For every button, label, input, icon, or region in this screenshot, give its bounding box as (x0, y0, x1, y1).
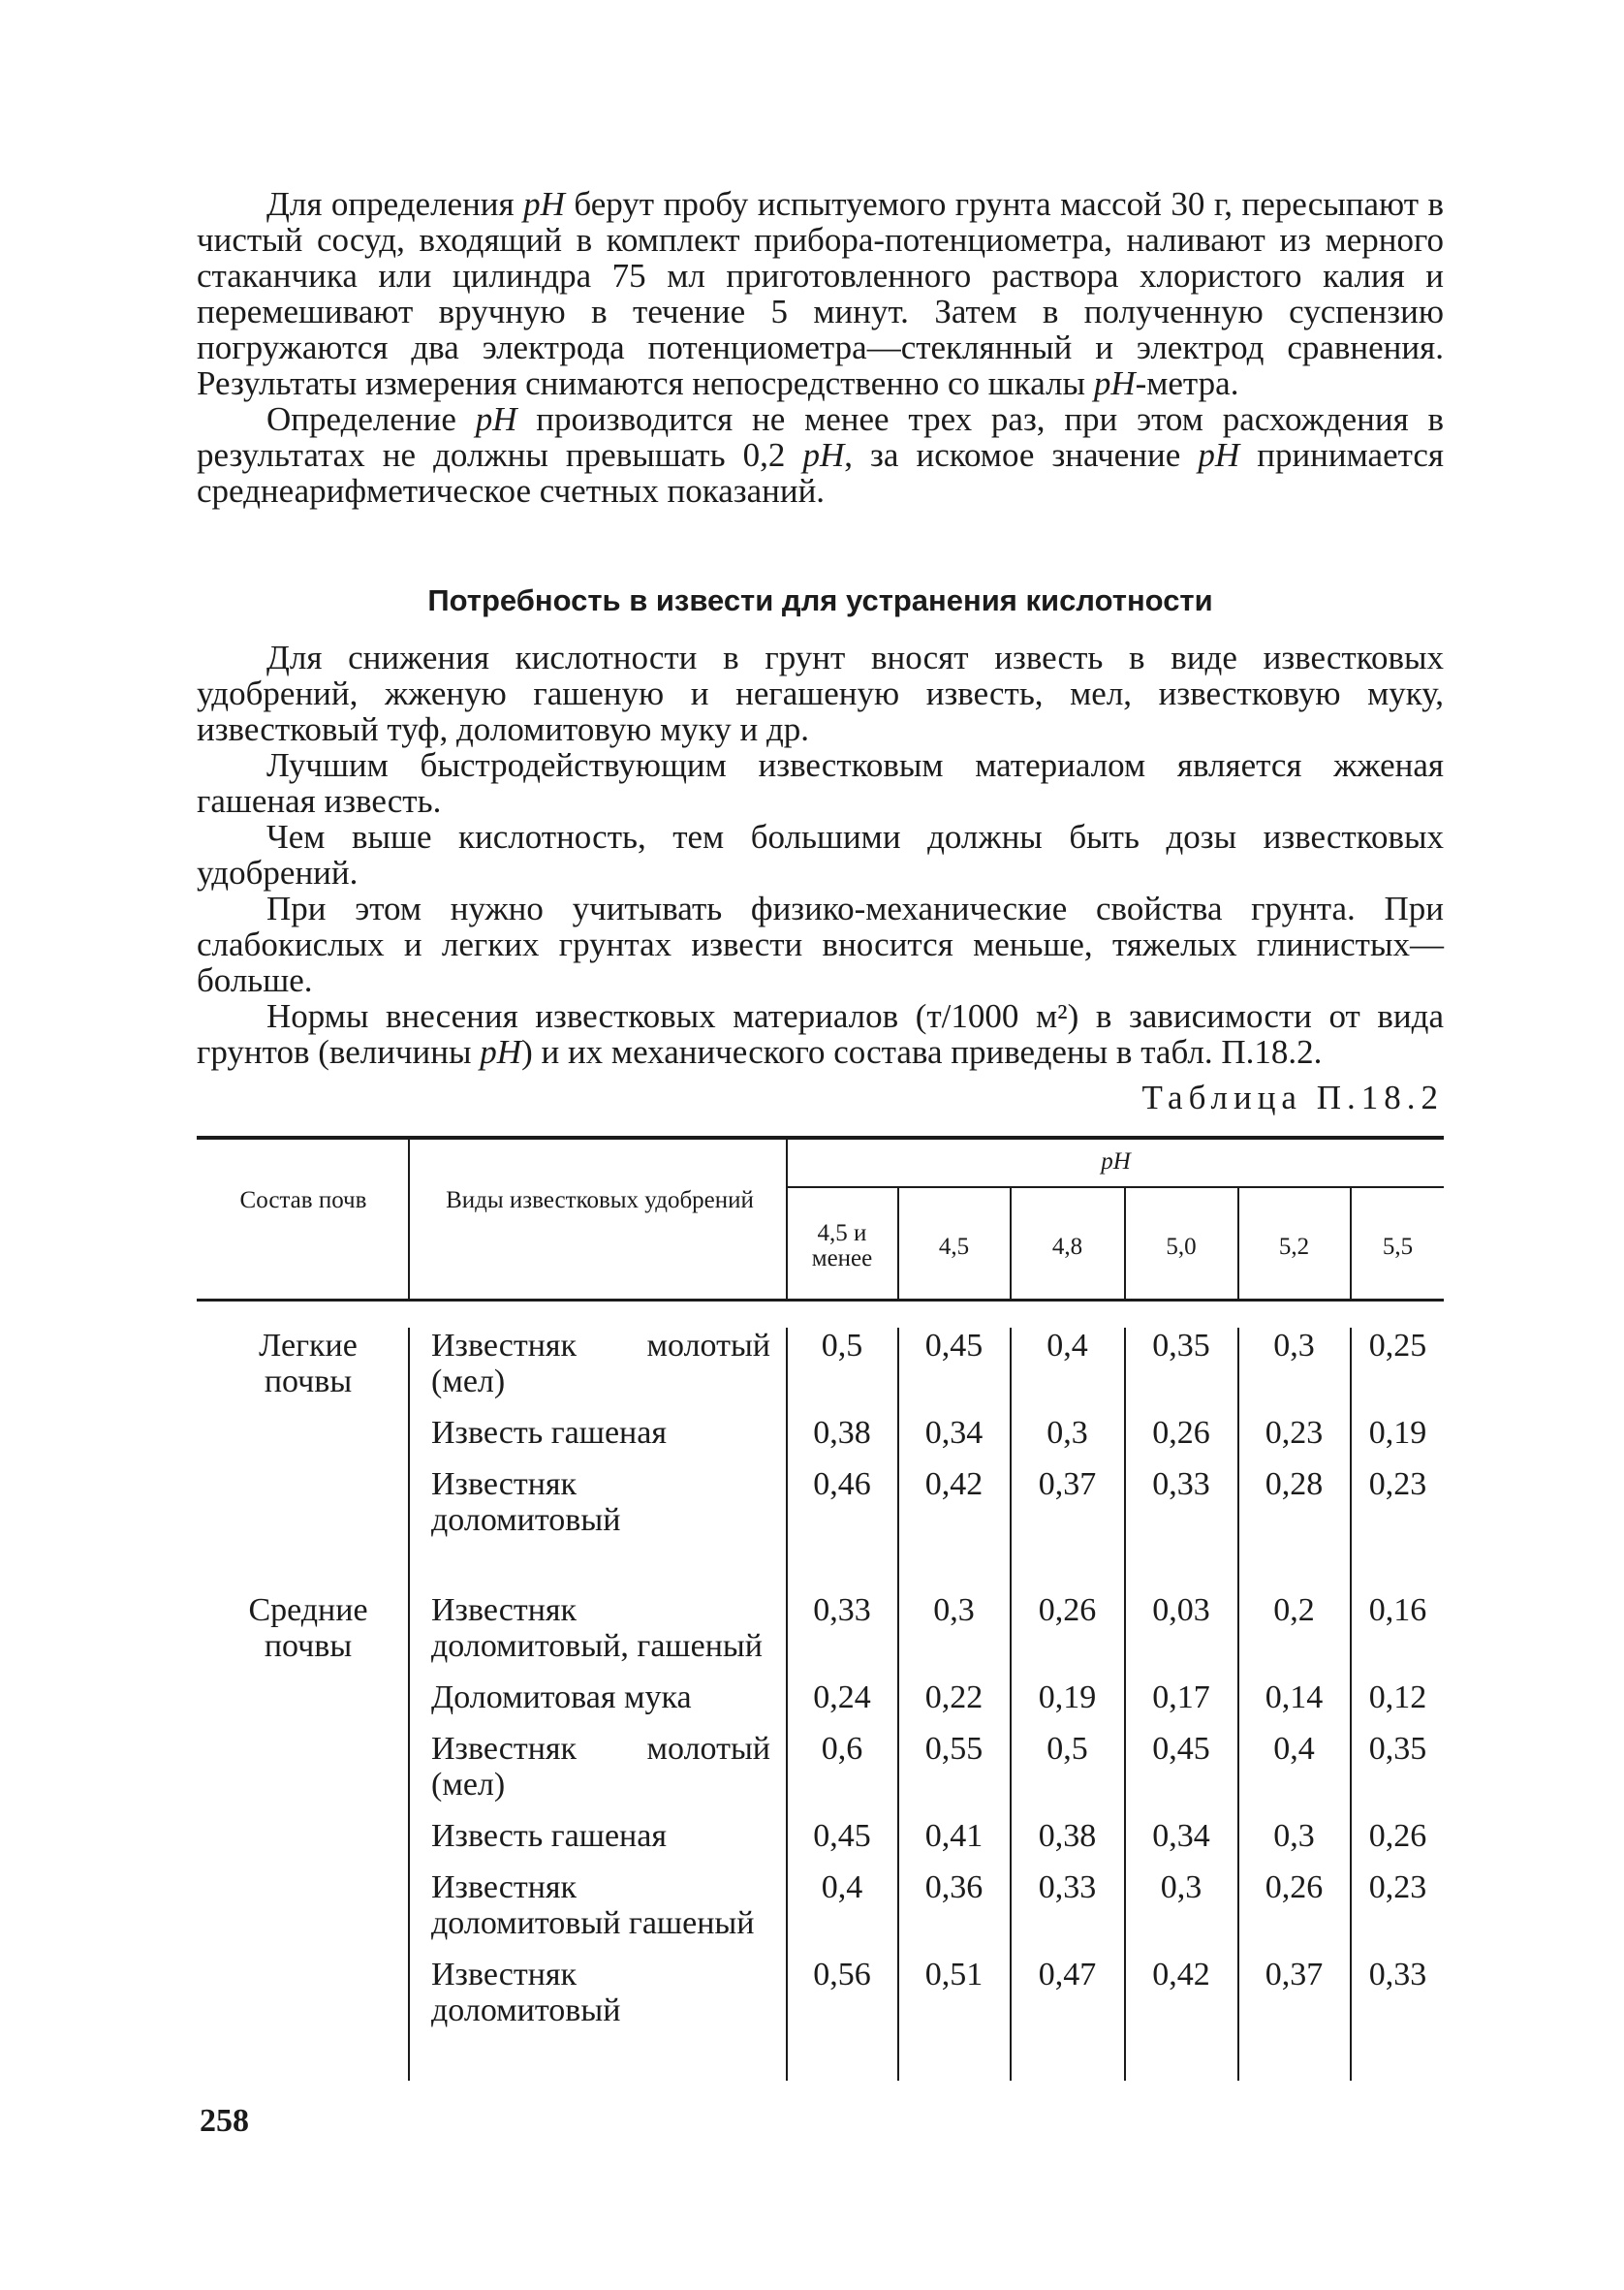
paragraph: Лучшим быстродействующим известковым материалом является жженая гашеная известь. (197, 746, 1444, 820)
value-cell: 0,5 (1046, 1731, 1088, 1767)
value-cell: 0,46 (813, 1466, 871, 1502)
value-cell: 0,36 (924, 1869, 984, 1905)
value-cell: 0,17 (1152, 1679, 1210, 1715)
value-cell: 0,26 (1265, 1869, 1324, 1905)
value-cell: 0,16 (1368, 1592, 1427, 1628)
value-cell: 0,5 (821, 1328, 863, 1364)
ph-symbol: pH (1198, 436, 1240, 474)
value-cell: 0,24 (813, 1679, 871, 1715)
value-cell: 0,56 (813, 1957, 871, 1992)
intro-text (197, 186, 1444, 509)
value-cell: 0,3 (1160, 1869, 1202, 1905)
value-cell: 0,51 (924, 1957, 984, 1992)
value-cell: 0,14 (1265, 1679, 1324, 1715)
fertilizer-name: Известняк молотый (мел) (431, 1731, 770, 1803)
fertilizer-name: Известь гашеная (431, 1818, 667, 1854)
header-fertilizer: Виды известковых удобрений (446, 1187, 754, 1213)
paragraph: При этом нужно учитывать физико-механические свойства грунта. При слабокислых и легких грунтах извести вносится меньше, тяжелых глинистых—больше. (197, 890, 1444, 999)
value-cell: 0,4 (821, 1869, 863, 1905)
page-number: 258 (200, 2103, 249, 2139)
header-ph-col: 4,5 (938, 1234, 970, 1260)
value-cell: 0,25 (1368, 1328, 1427, 1364)
header-soil: Состав почв (239, 1187, 367, 1213)
fertilizer-name: Известняк доломитовый (431, 1957, 621, 2028)
value-cell: 0,38 (1038, 1818, 1097, 1854)
value-cell: 0,4 (1273, 1731, 1315, 1767)
col-divider (408, 1328, 410, 2081)
fertilizer-name: Известняк доломитовый (431, 1466, 621, 1538)
value-cell: 0,42 (924, 1466, 984, 1502)
col-divider (408, 1138, 410, 1299)
value-cell: 0,6 (821, 1731, 863, 1767)
value-cell: 0,55 (924, 1731, 984, 1767)
value-cell: 0,45 (813, 1818, 871, 1854)
paragraph: Определение pH производится не менее трех раз, при этом расхождения в результатах не должны превышать 0,2 pH, за искомое значение pH принимается среднеарифметическое счетных показаний. (197, 400, 1444, 510)
ph-subheader-rule (786, 1186, 1444, 1188)
paragraph: Для определения pH берут пробу испытуемого грунта массой 30 г, пересыпают в чистый сосуд, входящий в комплект прибора-потенциометра, наливают из мерного стаканчика или цилиндра 75 мл приготовленного раствора хлористого калия и перемешивают вручную в течение 5 минут. Затем в полученную суспензию погружаются два электрода потенциометра—стеклянный и электрод сравнения. Результаты измерения снимаются непосредственно со шкалы pH-метра. (197, 185, 1445, 402)
value-cell: 0,4 (1046, 1328, 1088, 1364)
fertilizer-name: Известь гашеная (431, 1415, 667, 1451)
header-ph-col: 4,5 и менее (811, 1220, 873, 1271)
soil-group-label: Легкие почвы (259, 1328, 358, 1399)
header-ph-col: 5,5 (1382, 1234, 1414, 1260)
ph-symbol: pH (1093, 364, 1136, 402)
paragraph: Нормы внесения известковых материалов (т/1000 м²) в зависимости от вида грунтов (величины pH) и их механического состава приведены в табл. П.18.2. (197, 997, 1444, 1071)
value-cell: 0,3 (933, 1592, 975, 1628)
value-cell: 0,3 (1273, 1818, 1315, 1854)
fertilizer-name: Известняк доломитовый гашеный (431, 1869, 755, 1941)
ph-symbol: pH (480, 1033, 522, 1071)
value-cell: 0,34 (924, 1415, 984, 1451)
value-cell: 0,19 (1038, 1679, 1097, 1715)
value-cell: 0,23 (1265, 1415, 1324, 1451)
value-cell: 0,33 (1368, 1957, 1427, 1992)
value-cell: 0,38 (813, 1415, 871, 1451)
value-cell: 0,3 (1273, 1328, 1315, 1364)
value-cell: 0,2 (1273, 1592, 1315, 1628)
value-cell: 0,45 (924, 1328, 984, 1364)
value-cell: 0,19 (1368, 1415, 1427, 1451)
paragraph: Чем выше кислотность, тем большими должны быть дозы известковых удобрений. (197, 818, 1444, 892)
section-text (197, 640, 1444, 1070)
value-cell: 0,45 (1152, 1731, 1210, 1767)
value-cell: 0,26 (1368, 1818, 1427, 1854)
fertilizer-name: Известняк доломитовый, гашеный (431, 1592, 763, 1664)
header-ph: pH (1101, 1148, 1131, 1175)
value-cell: 0,22 (924, 1679, 984, 1715)
soil-group-label: Средние почвы (248, 1592, 368, 1664)
ph-symbol: pH (523, 185, 565, 223)
table-caption: Таблица П.18.2 (1141, 1079, 1444, 1116)
header-ph-col: 4,8 (1051, 1234, 1083, 1260)
value-cell: 0,41 (924, 1818, 984, 1854)
value-cell: 0,47 (1038, 1957, 1097, 1992)
value-cell: 0,35 (1152, 1328, 1210, 1364)
table-header-rule (197, 1299, 1444, 1302)
value-cell: 0,12 (1368, 1679, 1427, 1715)
value-cell: 0,23 (1368, 1466, 1427, 1502)
value-cell: 0,3 (1046, 1415, 1088, 1451)
value-cell: 0,37 (1038, 1466, 1097, 1502)
ph-symbol: pH (802, 436, 845, 474)
header-ph-col: 5,2 (1278, 1234, 1310, 1260)
value-cell: 0,42 (1152, 1957, 1210, 1992)
table-top-rule (197, 1136, 1444, 1140)
fertilizer-name: Известняк молотый (мел) (431, 1328, 770, 1399)
value-cell: 0,33 (1038, 1869, 1097, 1905)
value-cell: 0,23 (1368, 1869, 1427, 1905)
value-cell: 0,37 (1265, 1957, 1324, 1992)
paragraph: Для снижения кислотности в грунт вносят известь в виде известковых удобрений, жженую гашеную и негашеную известь, мел, известковую муку, известковый туф, доломитовую муку и др. (197, 639, 1444, 748)
value-cell: 0,03 (1152, 1592, 1210, 1628)
value-cell: 0,33 (813, 1592, 871, 1628)
section-heading: Потребность в извести для устранения кислотности (427, 583, 1213, 617)
data-table (197, 1124, 1444, 2081)
value-cell: 0,28 (1265, 1466, 1324, 1502)
header-ph-col: 5,0 (1166, 1234, 1197, 1260)
value-cell: 0,35 (1368, 1731, 1427, 1767)
fertilizer-name: Доломитовая мука (431, 1679, 692, 1715)
value-cell: 0,34 (1152, 1818, 1210, 1854)
value-cell: 0,26 (1038, 1592, 1097, 1628)
value-cell: 0,33 (1152, 1466, 1210, 1502)
ph-symbol: pH (475, 400, 517, 438)
value-cell: 0,26 (1152, 1415, 1210, 1451)
